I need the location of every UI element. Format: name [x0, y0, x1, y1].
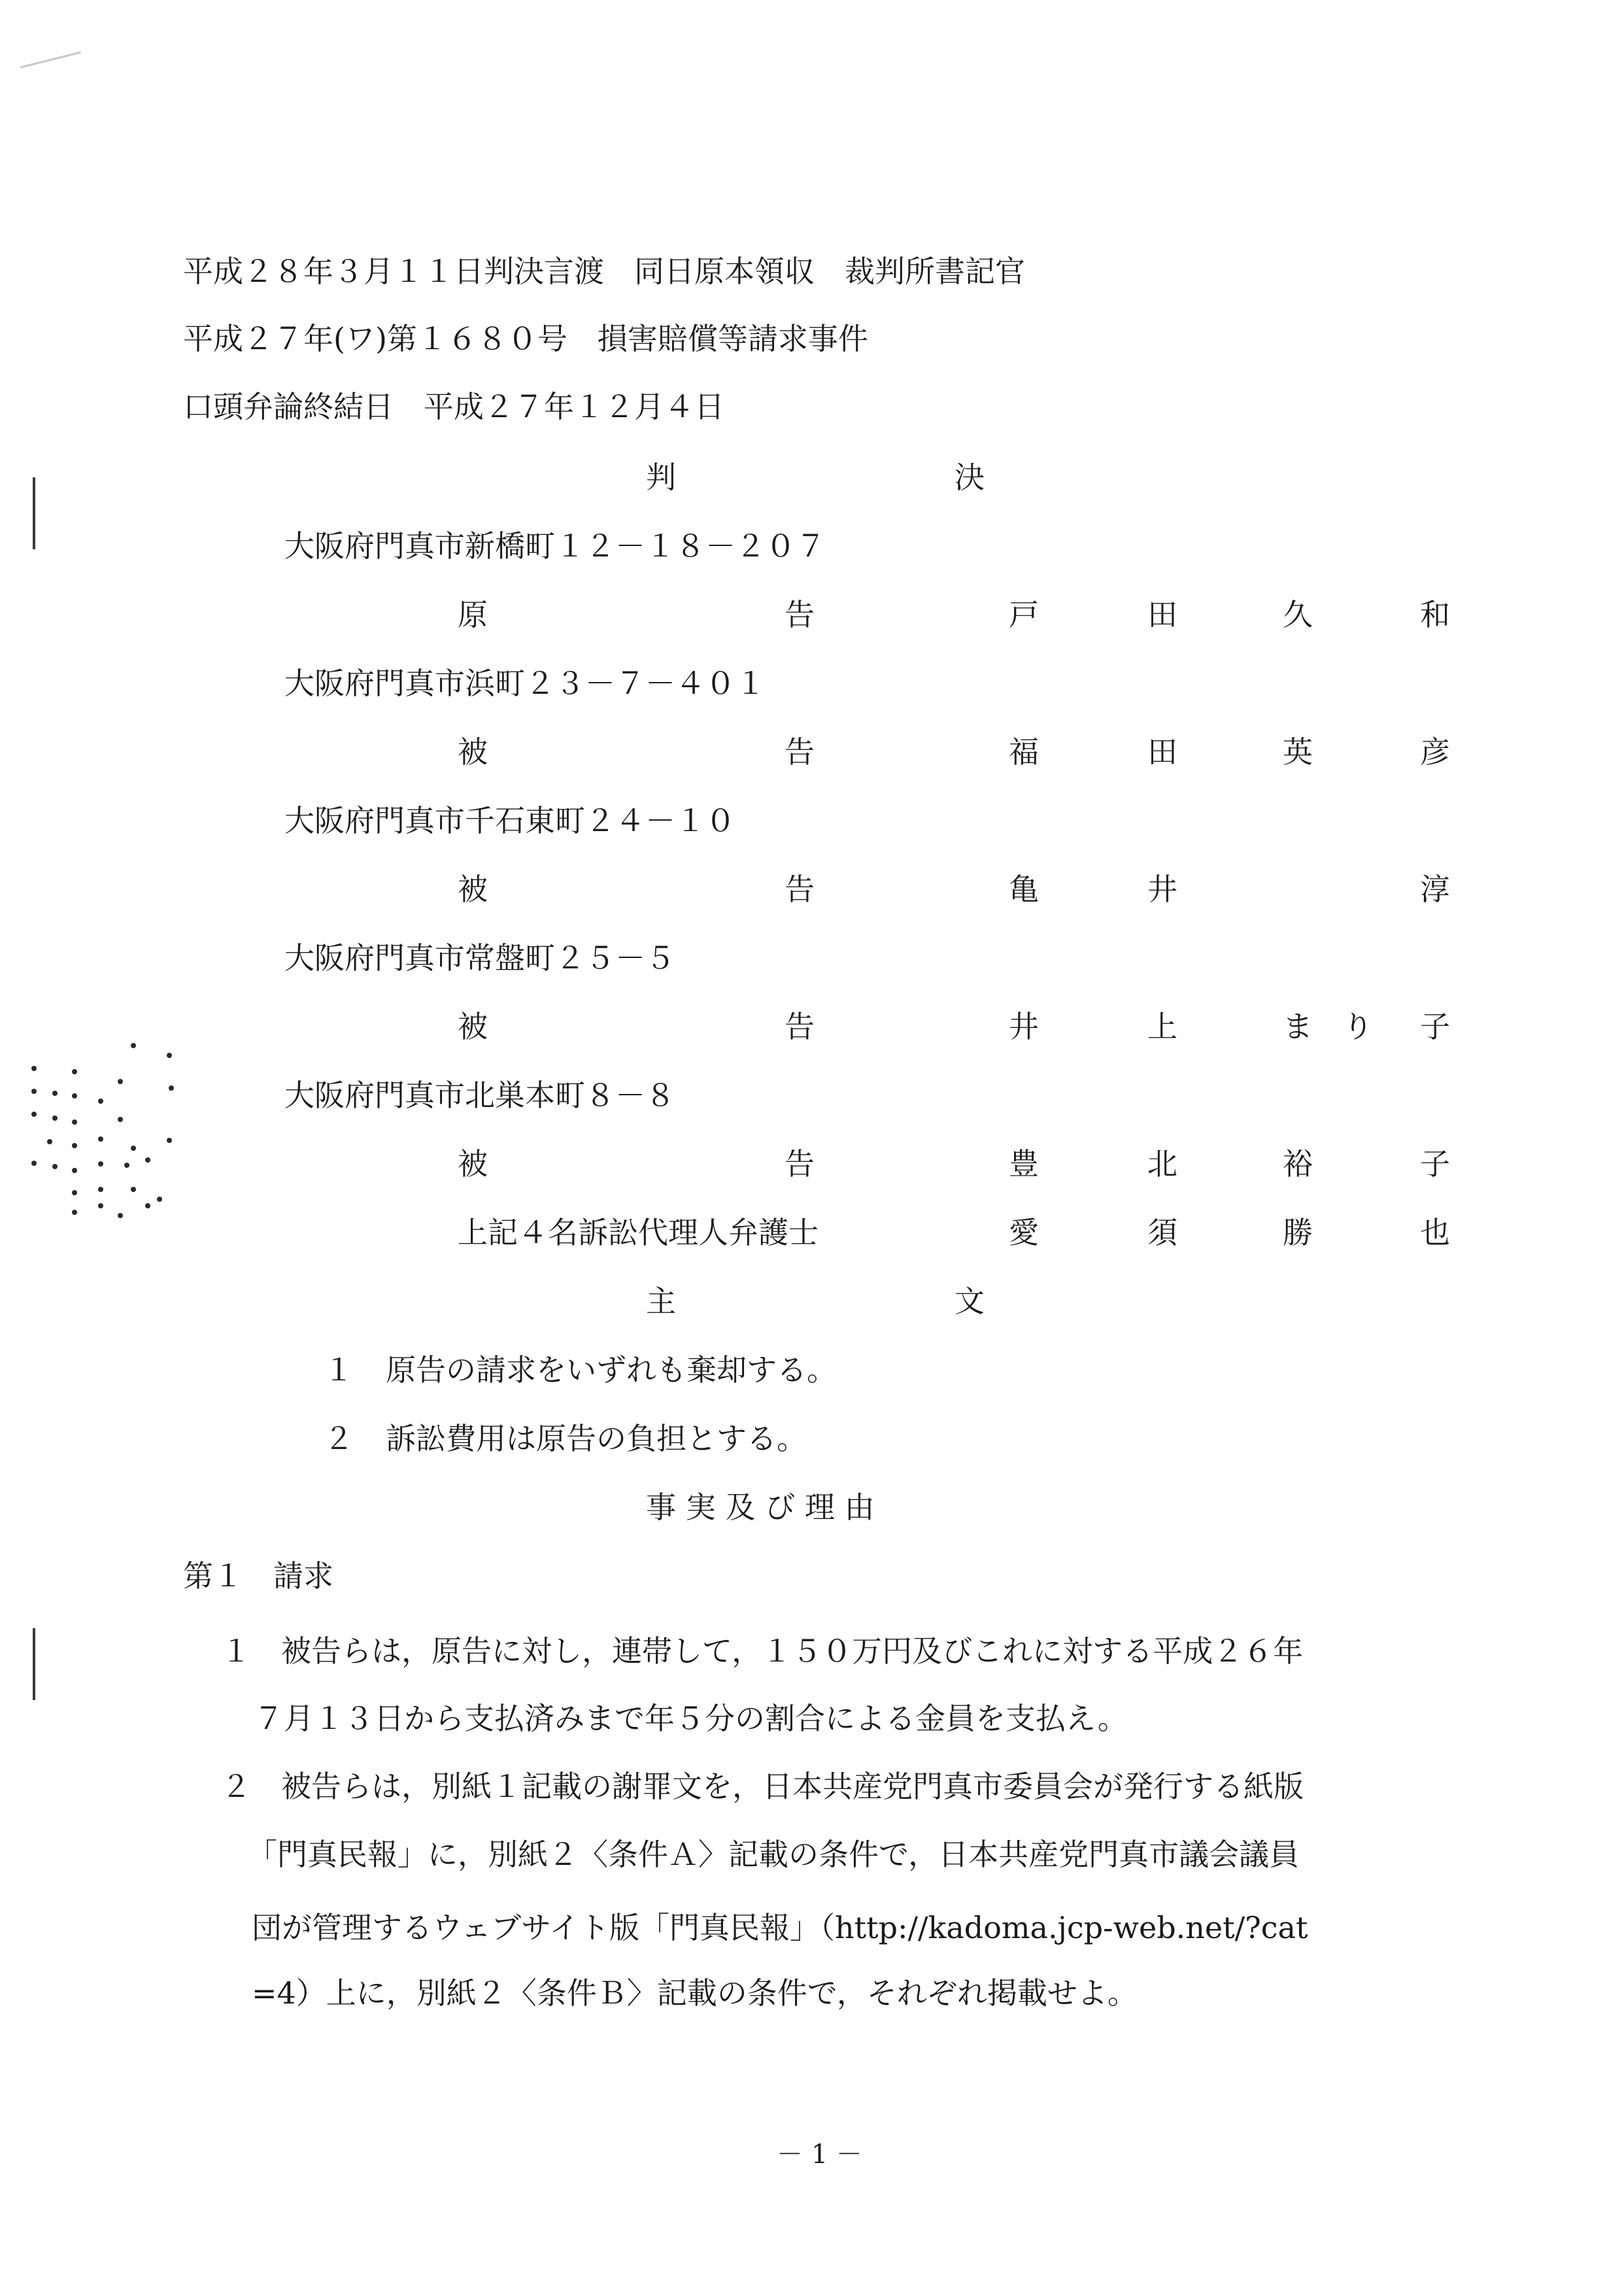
- party-name: 子: [1420, 1009, 1450, 1044]
- party-name: 英: [1283, 734, 1313, 770]
- margin-mark: [33, 477, 35, 549]
- reasons-title: 事実及び理由: [646, 1490, 885, 1525]
- claim-1-line-1: １ 被告らは，原告に対し，連帯して，１５０万円及びこれに対する平成２６年: [221, 1633, 1304, 1669]
- punch-hole: [98, 1187, 103, 1192]
- party-role: 被: [458, 1009, 488, 1044]
- section-heading: 第１ 請求: [183, 1558, 333, 1594]
- punch-hole: [167, 1053, 172, 1058]
- party-role: 告: [785, 872, 815, 907]
- counsel-name: 也: [1420, 1215, 1450, 1250]
- party-name: 豊: [1009, 1146, 1039, 1182]
- main-item-text: 原告の請求をいずれも棄却する。: [386, 1352, 837, 1388]
- party-address: 大阪府門真市北巣本町８－８: [284, 1078, 675, 1113]
- party-role: 被: [458, 872, 488, 907]
- punch-hole: [167, 1138, 172, 1143]
- header-line-1: 平成２８年３月１１日判決言渡 同日原本領収 裁判所書記官: [183, 254, 1025, 289]
- claim-1-line-2: ７月１３日から支払済みまで年５分の割合による金員を支払え。: [254, 1701, 1128, 1736]
- margin-mark: [33, 1628, 35, 1700]
- fold-mark: [20, 52, 81, 69]
- punch-hole: [98, 1136, 103, 1142]
- main-item-text: 訴訟費用は原告の負担とする。: [386, 1421, 807, 1456]
- punch-hole: [31, 1112, 37, 1117]
- party-name: 田: [1147, 734, 1177, 770]
- counsel-name: 愛: [1009, 1215, 1039, 1250]
- main-title-left: 主: [646, 1284, 676, 1319]
- party-name: 子: [1420, 1146, 1450, 1182]
- counsel-label: 上記４名訴訟代理人弁護士: [458, 1215, 819, 1250]
- punch-hole: [72, 1190, 77, 1195]
- judgment-title-left: 判: [646, 460, 676, 495]
- punch-hole: [124, 1163, 129, 1168]
- punch-hole: [47, 1139, 52, 1144]
- party-role: 被: [458, 1146, 488, 1182]
- punch-hole: [72, 1119, 77, 1125]
- claim-2-line-1: ２ 被告らは，別紙１記載の謝罪文を，日本共産党門真市委員会が発行する紙版: [221, 1769, 1304, 1804]
- party-role: 告: [785, 597, 815, 632]
- counsel-name: 勝: [1283, 1215, 1313, 1250]
- punch-hole: [118, 1079, 123, 1084]
- punch-hole: [52, 1091, 58, 1096]
- punch-hole: [72, 1093, 77, 1099]
- party-name: 淳: [1420, 872, 1450, 907]
- punch-hole: [52, 1164, 58, 1169]
- party-name: 亀: [1009, 872, 1039, 907]
- punch-hole: [131, 1187, 136, 1192]
- party-role: 告: [785, 734, 815, 770]
- punch-hole: [118, 1117, 123, 1122]
- party-name: 裕: [1283, 1146, 1313, 1182]
- punch-hole: [98, 1099, 103, 1104]
- punch-hole: [31, 1161, 37, 1166]
- punch-hole: [145, 1157, 150, 1163]
- punch-hole: [31, 1066, 37, 1071]
- party-name: 北: [1147, 1146, 1177, 1182]
- punch-hole: [72, 1210, 77, 1215]
- page-number: － 1 －: [777, 2140, 862, 2170]
- main-item-number: ２: [324, 1421, 354, 1456]
- party-name: 井: [1147, 872, 1177, 907]
- claim-2-line-4: =4）上に，別紙２〈条件Ｂ〉記載の条件で，それぞれ掲載せよ。: [252, 1975, 1138, 2011]
- punch-hole: [72, 1168, 77, 1173]
- party-name: 和: [1420, 597, 1450, 632]
- party-role: 被: [458, 734, 488, 770]
- party-name: 田: [1147, 597, 1177, 632]
- punch-hole: [169, 1085, 174, 1091]
- party-address: 大阪府門真市常盤町２５－５: [284, 940, 675, 976]
- punch-hole: [157, 1197, 162, 1202]
- punch-hole: [98, 1161, 103, 1167]
- counsel-name: 須: [1147, 1215, 1177, 1250]
- party-role: 告: [785, 1146, 815, 1182]
- punch-hole: [72, 1069, 77, 1074]
- party-name: 上: [1147, 1009, 1177, 1044]
- party-role: 原: [458, 597, 488, 632]
- party-name: 彦: [1420, 734, 1450, 770]
- header-line-3: 口頭弁論終結日 平成２７年１２月４日: [183, 389, 724, 424]
- party-name: 福: [1009, 734, 1039, 770]
- judgment-title-right: 決: [955, 460, 985, 495]
- party-name: 久: [1283, 597, 1313, 632]
- header-line-2: 平成２７年(ワ)第１６８０号 損害賠償等請求事件: [183, 321, 868, 356]
- punch-hole: [31, 1089, 37, 1094]
- punch-hole: [131, 1043, 136, 1048]
- party-name: 井: [1009, 1009, 1039, 1044]
- claim-2-line-3: 団が管理するウェブサイト版「門真民報」（http://kadoma.jcp-web.net/?cat: [252, 1910, 1308, 1945]
- punch-hole: [118, 1213, 123, 1218]
- punch-hole: [98, 1203, 103, 1208]
- party-name: 戸: [1009, 597, 1039, 632]
- punch-hole: [131, 1146, 136, 1151]
- party-address: 大阪府門真市浜町２３－７－４０１: [284, 666, 766, 701]
- main-title-right: 文: [955, 1284, 985, 1319]
- punch-hole: [52, 1116, 58, 1121]
- claim-2-line-2: 「門真民報」に，別紙２〈条件Ａ〉記載の条件で，日本共産党門真市議会議員: [247, 1837, 1300, 1872]
- punch-hole: [145, 1203, 150, 1208]
- party-role: 告: [785, 1009, 815, 1044]
- party-address: 大阪府門真市新橋町１２－１８－２０７: [284, 528, 826, 564]
- main-item-number: １: [324, 1352, 354, 1388]
- punch-hole: [72, 1143, 77, 1148]
- party-address: 大阪府門真市千石東町２４－１０: [284, 803, 736, 838]
- party-name: ま り: [1283, 1009, 1373, 1044]
